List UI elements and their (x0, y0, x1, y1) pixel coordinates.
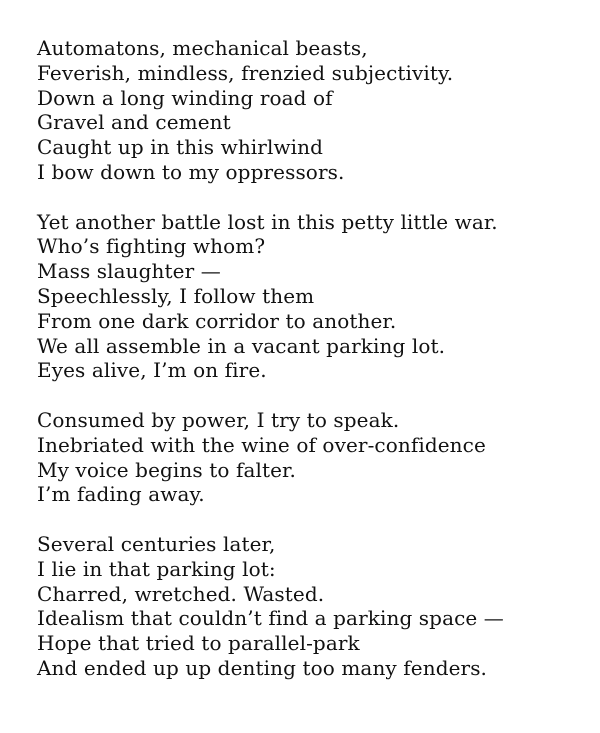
poem-line: My voice begins to falter. (37, 457, 296, 482)
poem-line: Several centuries later, (37, 531, 276, 556)
poem (37, 36, 592, 681)
poem-line: I’m fading away. (37, 482, 205, 507)
stanza-1 (37, 36, 592, 185)
poem-line: Hope that tried to parallel-park (37, 631, 360, 656)
poem-line: Idealism that couldn’t find a parking space — (37, 606, 504, 631)
poem-line: Feverish, mindless, frenzied subjectivity. (37, 60, 454, 85)
poem-line: From one dark corridor to another. (37, 308, 397, 333)
poem-line: Charred, wretched. Wasted. (37, 581, 325, 606)
poem-line: Gravel and cement (37, 110, 231, 135)
poem-line: Consumed by power, I try to speak. (37, 407, 400, 432)
stanza-2 (37, 210, 592, 384)
poem-line: Eyes alive, I’m on fire. (37, 358, 267, 383)
poem-line: We all assemble in a vacant parking lot. (37, 333, 446, 358)
poem-line: Inebriated with the wine of over-confidence (37, 432, 486, 457)
poem-line: Who’s fighting whom? (37, 234, 266, 259)
poem-line: Down a long winding road of (37, 85, 333, 110)
poem-line: I lie in that parking lot: (37, 556, 276, 581)
poem-line: Speechlessly, I follow them (37, 283, 315, 308)
poem-line: And ended up up denting too many fenders. (37, 655, 488, 680)
poem-line: Yet another battle lost in this petty little war. (37, 209, 498, 234)
stanza-3 (37, 408, 592, 507)
poem-line: Mass slaughter — (37, 259, 221, 284)
poem-line: Automatons, mechanical beasts, (37, 36, 368, 60)
stanza-4 (37, 532, 592, 681)
poem-line: Caught up in this whirlwind (37, 135, 324, 160)
poem-line: I bow down to my oppressors. (37, 159, 345, 184)
